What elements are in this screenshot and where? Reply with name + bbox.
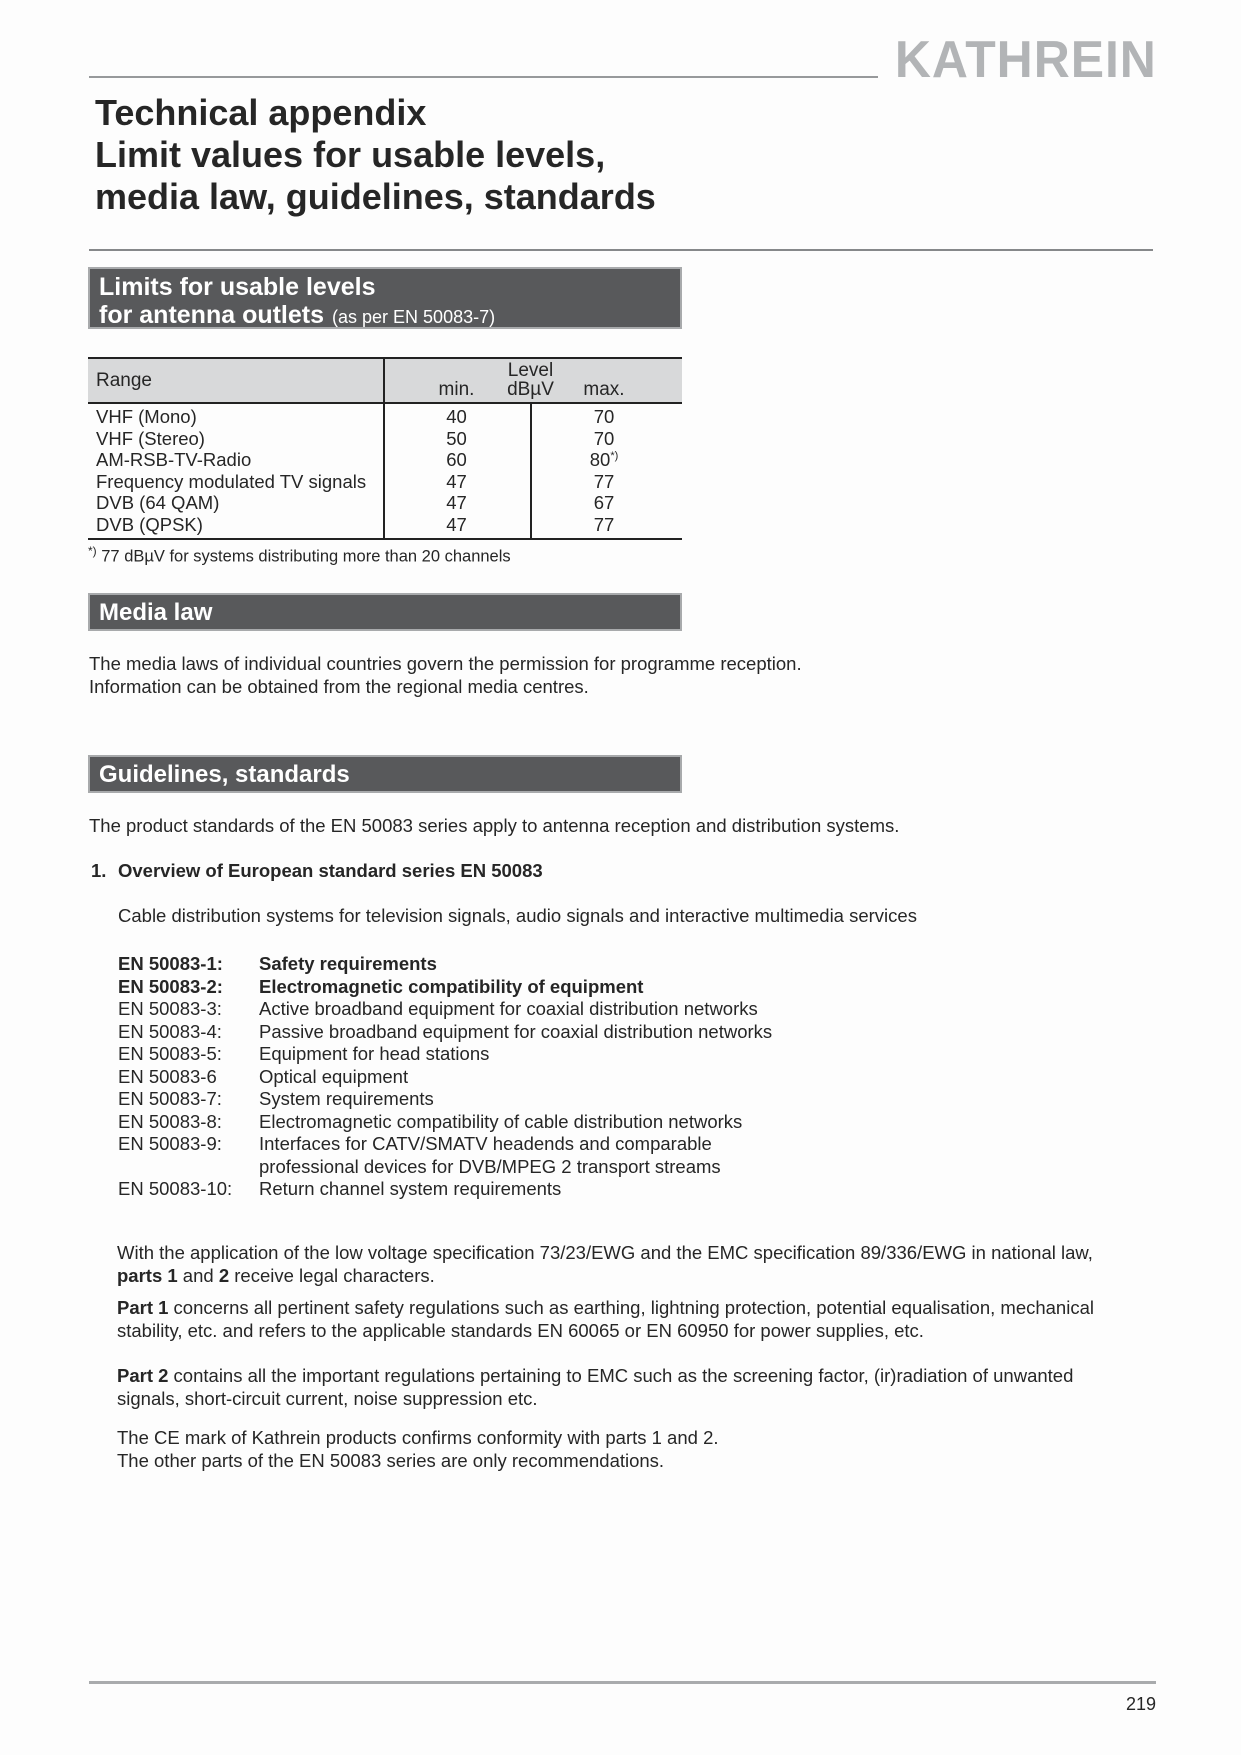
limits-banner-line2 [99,301,680,331]
cell-range: VHF (Mono) [96,406,197,427]
media-law-paragraph [89,653,802,698]
text: and [177,1264,219,1286]
cell-max: 70 [593,427,615,449]
page-number: 219 [1125,1694,1156,1714]
guidelines-intro: The product standards of the EN 50083 series apply to antenna reception and distribution systems. [89,815,900,836]
table-header [88,359,682,404]
cell-range: Frequency modulated TV signals [96,470,367,492]
table-divider-right [530,404,532,538]
cell-max: 77 [593,470,615,492]
bold-text: Part 1 [117,1297,169,1318]
standard-code: EN 50083-2: [118,975,223,997]
limits-table [88,357,682,540]
standard-description: Return channel system requirements [259,1178,562,1199]
media-law-banner: Media law [88,593,682,631]
standard-description: Electromagnetic compatibility of cable distribution networks [259,1110,743,1132]
paragraph-line: The media laws of individual countries govern the permission for programme reception. [89,653,802,674]
standards-row [118,1043,772,1066]
standard-code: EN 50083-3: [118,998,222,1019]
table-footnote [88,544,511,567]
table-row [88,471,682,493]
standards-row [118,1021,772,1044]
paragraph-line [117,1427,719,1450]
title-line-2: Limit values for usable levels, [95,134,606,175]
paragraph-line [117,1242,1093,1265]
footnote-text: 77 dBµV for systems distributing more than 20 channels [96,547,511,566]
limits-banner-line2-bold: for antenna outlets [99,301,325,329]
standards-list-intro: Cable distribution systems for television signals, audio signals and interactive multimedia services [118,905,917,926]
overview-heading [91,860,543,883]
standard-code: EN 50083-9: [118,1133,222,1154]
table-row [88,406,682,428]
standard-description: Electromagnetic compatibility of equipment [259,975,644,997]
bold-text: Part 2 [117,1365,169,1386]
title-line-1: Technical appendix [95,92,427,133]
text: The other parts of the EN 50083 series are only recommendations. [117,1449,665,1471]
table-divider-left [383,359,385,538]
standard-code: EN 50083-10: [118,1178,233,1199]
overview-heading-number: 1. [91,860,107,881]
table-row [88,449,682,471]
cell-min: 50 [446,427,467,449]
paragraph-line [117,1320,1094,1343]
standard-description: Equipment for head stations [259,1043,490,1064]
paragraph-part2 [117,1365,1073,1410]
paragraph-legal [117,1242,1093,1287]
table-row [88,492,682,514]
guidelines-banner: Guidelines, standards [88,755,682,793]
cell-min: 40 [446,406,467,427]
paragraph-line: Information can be obtained from the regional media centres. [89,675,589,697]
column-header-max: max. [583,379,625,400]
column-header-unit: dBµV [507,379,554,400]
text: contains all the important regulations pertaining to EMC such as the screening factor, (ir)radiation of unwanted [168,1365,1074,1386]
text: concerns all pertinent safety regulations such as earthing, lightning protection, potential equalisation, mechanical [168,1297,1094,1318]
limits-banner-line1: Limits for usable levels [99,273,376,301]
cell-min: 47 [446,470,467,492]
standard-description: Active broadband equipment for coaxial distribution networks [259,998,758,1019]
text: The CE mark of Kathrein products confirms conformity with parts 1 and 2. [117,1427,719,1448]
cell-max: 70 [593,406,615,427]
standards-row [118,953,772,976]
cell-max: 80*) [589,449,619,470]
paragraph-ce-mark [117,1427,719,1472]
standards-row [118,1066,772,1089]
bold-text: parts 1 [117,1264,178,1286]
table-row [88,428,682,450]
text: signals, short-circuit current, noise suppression etc. [117,1387,538,1409]
standard-code: EN 50083-5: [118,1043,222,1064]
standards-list [118,953,772,1201]
footer-rule [89,1681,1156,1684]
cell-range: AM-RSB-TV-Radio [96,449,252,470]
paragraph-line [117,1388,1073,1411]
text: stability, etc. and refers to the applicable standards EN 60065 or EN 60950 for power supplies, etc. [117,1319,924,1341]
column-header-level: Level [507,360,554,381]
standard-code: EN 50083-7: [118,1088,222,1109]
standards-row [118,1111,772,1134]
limits-banner [88,267,682,329]
page-title [95,92,656,218]
standard-code: EN 50083-6 [118,1065,217,1087]
cell-max: 67 [593,492,615,513]
standard-description: Interfaces for CATV/SMATV headends and comparable professional devices for DVB/MPEG 2 transport streams [259,1133,721,1177]
paragraph-line [117,1450,719,1473]
cell-min: 60 [446,449,467,470]
table-body [88,404,682,538]
cell-range: VHF (Stereo) [96,427,205,449]
paragraph-part1 [117,1297,1094,1342]
column-header-range: Range [96,370,152,391]
standards-row [118,1178,772,1201]
standards-row [118,998,772,1021]
table-row [88,514,682,536]
text: With the application of the low voltage specification 73/23/EWG and the EMC specification 89/336/EWG in national law, [117,1242,1093,1263]
standard-code: EN 50083-8: [118,1110,222,1132]
standard-code: EN 50083-1: [118,953,223,974]
standard-description: Optical equipment [259,1065,409,1087]
standard-description: Safety requirements [259,953,437,974]
cell-range: DVB (64 QAM) [96,492,220,513]
header-rule [89,76,878,78]
cell-max: 77 [593,513,615,535]
standards-row [118,976,772,999]
column-header-min: min. [438,379,475,400]
standards-row [118,1088,772,1111]
title-line-3: media law, guidelines, standards [95,176,656,217]
text: receive legal characters. [229,1264,435,1286]
footnote-marker: *) [88,544,97,558]
kathrein-logo: KATHREIN [895,31,1157,89]
standards-row [118,1133,772,1178]
cell-min: 47 [446,513,467,535]
paragraph-line [117,1297,1094,1320]
bold-text: 2 [218,1264,230,1286]
standard-description: Passive broadband equipment for coaxial distribution networks [259,1020,773,1042]
paragraph-line [117,1265,1093,1288]
cell-range: DVB (QPSK) [96,513,203,535]
standard-code: EN 50083-4: [118,1020,222,1042]
section-separator-rule [89,249,1153,251]
limits-banner-line2-note: (as per EN 50083-7) [332,307,496,327]
standard-description: System requirements [259,1088,434,1109]
overview-heading-text: Overview of European standard series EN 50083 [118,860,543,881]
paragraph-line [117,1365,1073,1388]
footnote-reference: *) [610,449,619,462]
cell-min: 47 [446,492,467,513]
